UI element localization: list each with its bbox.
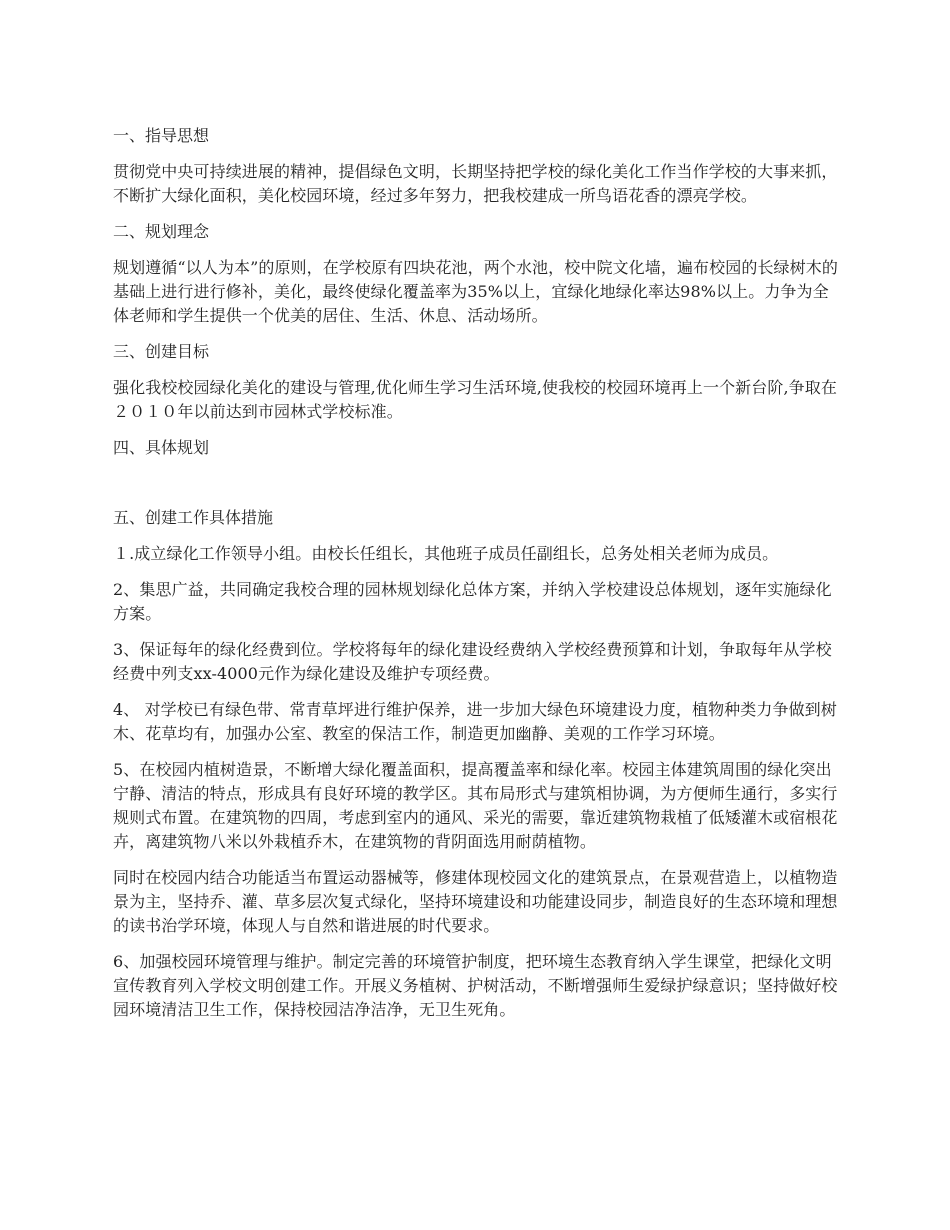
section-4-empty-space <box>113 472 840 506</box>
measure-1: １.成立绿化工作领导小组。由校长任组长，其他班子成员任副组长，总务处相关老师为成员。 <box>113 544 779 563</box>
section-3-paragraph: 强化我校校园绿化美化的建设与管理,优化师生学习生活环境,使我校的校园环境再上一个新台阶,争取在２０１０年以前达到市园林式学校标准。 <box>113 378 837 421</box>
measure-5-continuation: 同时在校园内结合功能适当布置运动器械等，修建体现校园文化的建筑景点，在景观营造上，以植物造景为主，坚持乔、灌、草多层次复式绿化，坚持环境建设和功能建设同步，制造良好的生态环境和理想的读书治学环境，体现人与自然和谐进展的时代要求。 <box>113 868 838 935</box>
measure-2: 2、集思广益，共同确定我校合理的园林规划绿化总体方案，并纳入学校建设总体规划，逐年实施绿化方案。 <box>113 580 832 623</box>
document-body <box>113 124 840 1034</box>
measure-4: 4、 对学校已有绿色带、常青草坪进行维护保养，进一步加大绿色环境建设力度，植物种类力争做到树木、花草均有，加强办公室、教室的保洁工作，制造更加幽静、美观的工作学习环境。 <box>113 700 837 743</box>
section-2-paragraph: 规划遵循“以人为本”的原则，在学校原有四块花池，两个水池，校中院文化墙，遍布校园的长绿树木的基础上进行进行修补，美化，最终使绿化覆盖率为35%以上，宜绿化地绿化率达98%以上。力争为全体老师和学生提供一个优美的居住、生活、休息、活动场所。 <box>113 258 838 325</box>
measure-3: 3、保证每年的绿化经费到位。学校将每年的绿化建设经费纳入学校经费预算和计划，争取每年从学校经费中列支xx-4000元作为绿化建设及维护专项经费。 <box>113 640 832 683</box>
section-1-heading: 一、指导思想 <box>113 126 210 145</box>
section-5-heading: 五、创建工作具体措施 <box>113 508 274 527</box>
section-3-heading: 三、创建目标 <box>113 342 210 361</box>
section-4-heading: 四、具体规划 <box>113 438 210 457</box>
measure-5: 5、在校园内植树造景，不断增大绿化覆盖面积，提高覆盖率和绿化率。校园主体建筑周围的绿化突出宁静、清洁的特点，形成具有良好环境的教学区。其布局形式与建筑相协调，为方便师生通行，多实行规则式布置。在建筑物的四周，考虑到室内的通风、采光的需要，靠近建筑物栽植了低矮灌木或宿根花卉，离建筑物八米以外栽植乔木，在建筑物的背阴面选用耐荫植物。 <box>113 760 838 851</box>
measure-6: 6、加强校园环境管理与维护。制定完善的环境管护制度，把环境生态教育纳入学生课堂，把绿化文明宣传教育列入学校文明创建工作。开展义务植树、护树活动，不断增强师生爱绿护绿意识；坚持做好校园环境清洁卫生工作，保持校园洁净洁净，无卫生死角。 <box>113 952 838 1019</box>
section-2-heading: 二、规划理念 <box>113 222 210 241</box>
section-1-paragraph: 贯彻党中央可持续进展的精神，提倡绿色文明，长期坚持把学校的绿化美化工作当作学校的大事来抓，不断扩大绿化面积，美化校园环境，经过多年努力，把我校建成一所鸟语花香的漂亮学校。 <box>113 162 838 205</box>
